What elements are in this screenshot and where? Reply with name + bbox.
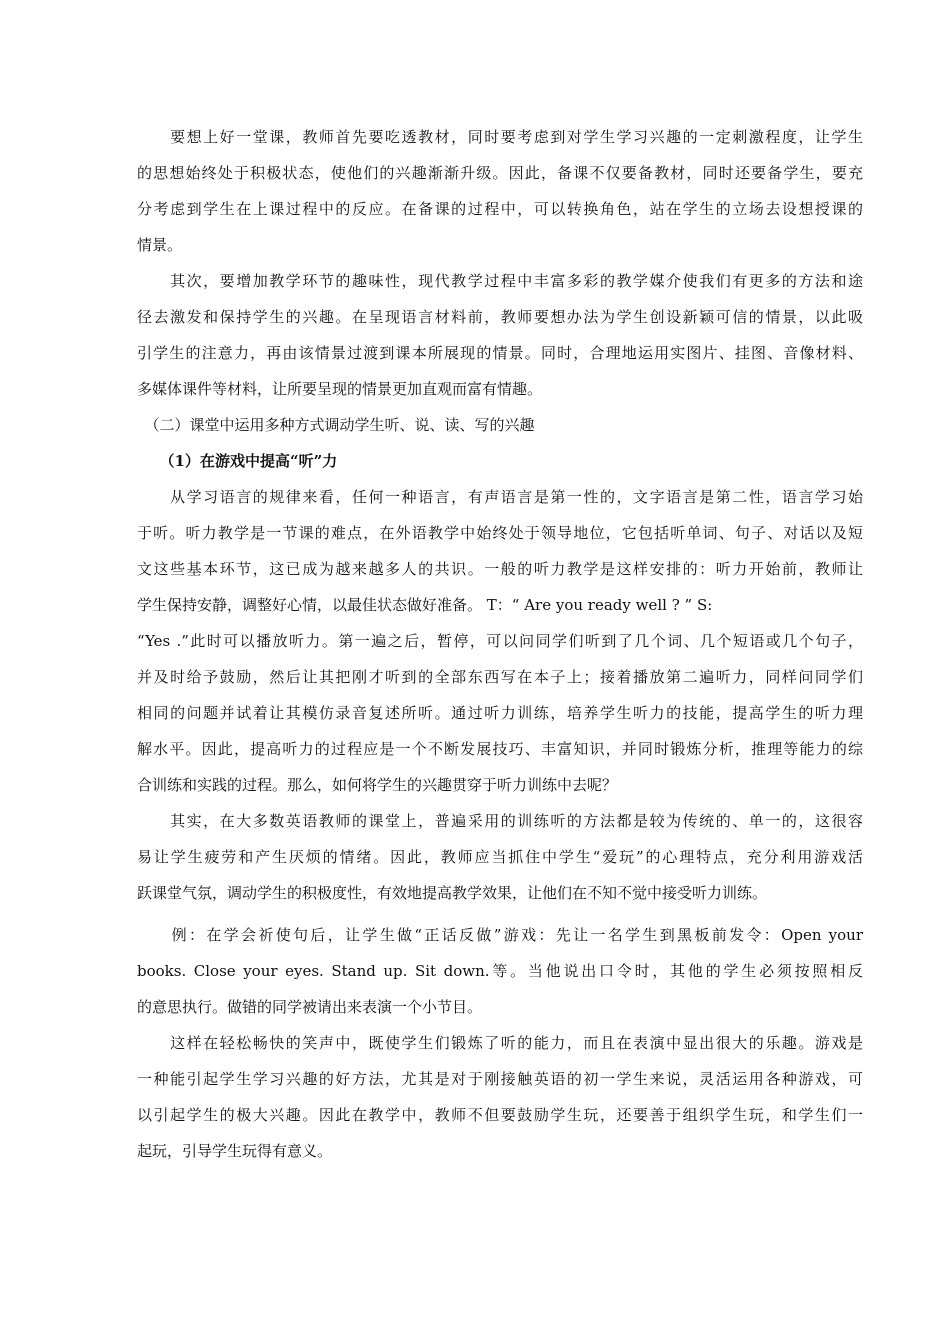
para4-line3: 跃课堂气氛，调动学生的积极度性，有效地提高教学效果，让他们在不知不觉中接受听力训练。 (137, 884, 768, 902)
para3-line8: 解水平。因此，提高听力的过程应是一个不断发展技巧、丰富知识，并同时锻炼分析，推理等能力的综 (137, 740, 863, 758)
para2-line4: 多媒体课件等材料，让所要呈现的情景更加直观而富有情趣。 (137, 380, 543, 398)
para1-line2: 的思想始终处于积极状态，使他们的兴趣渐渐升级。因此，备课不仅要备教材，同时还要备学生，要充 (137, 164, 863, 182)
para3-line2: 于听。听力教学是一节课的难点，在外语教学中始终处于领导地位，它包括听单词、句子、对话以及短 (137, 524, 863, 542)
para2-line2: 径去激发和保持学生的兴趣。在呈现语言材料前，教师要想办法为学生创设新颖可信的情景，以此吸 (137, 308, 863, 326)
para6-line2: 一种能引起学生学习兴趣的好方法，尤其是对于刚接触英语的初一学生来说，灵活运用各种游戏，可 (137, 1070, 863, 1088)
para6-line4: 起玩，引导学生玩得有意义。 (137, 1142, 333, 1160)
para5-line3: 的意思执行。做错的同学被请出来表演一个小节目。 (137, 998, 483, 1016)
subsection-heading: （1）在游戏中提高“听”力 (137, 452, 338, 470)
para3-line9: 合训练和实践的过程。那么，如何将学生的兴趣贯穿于听力训练中去呢？ (137, 776, 618, 794)
para1-line3: 分考虑到学生在上课过程中的反应。在备课的过程中，可以转换角色，站在学生的立场去设想授课的 (137, 200, 863, 218)
para6-line3: 以引起学生的极大兴趣。因此在教学中，教师不但要鼓励学生玩，还要善于组织学生玩，和学生们一 (137, 1106, 863, 1124)
section-heading: （二）课堂中运用多种方式调动学生听、说、读、写的兴趣 (137, 416, 535, 434)
para4-line1: 其实，在大多数英语教师的课堂上，普遍采用的训练听的方法都是较为传统的、单一的，这很容 (137, 812, 863, 830)
para1-line4: 情景。 (137, 236, 183, 254)
para4-line2: 易让学生疲劳和产生厌烦的情绪。因此，教师应当抓住中学生“爱玩”的心理特点，充分利用游戏活 (137, 848, 863, 866)
para3-line6: 并及时给予鼓励，然后让其把刚才听到的全部东西写在本子上；接着播放第二遍听力，同样问同学们 (137, 668, 863, 686)
para3-line7: 相同的问题并试着让其模仿录音复述所听。通过听力训练，培养学生听力的技能，提高学生的听力理 (137, 704, 863, 722)
para3-line3: 文这些基本环节，这已成为越来越多人的共识。一般的听力教学是这样安排的：听力开始前，教师让 (137, 560, 863, 578)
para5-line1: 例：在学会祈使句后，让学生做“正话反做”游戏：先让一名学生到黑板前发令：Open your (137, 926, 863, 944)
para3-line1: 从学习语言的规律来看，任何一种语言，有声语言是第一性的，文字语言是第二性，语言学习始 (137, 488, 863, 506)
para5-line2: books. Close your eyes. Stand up. Sit down.等。当他说出口令时，其他的学生必须按照相反 (137, 962, 863, 980)
para3-line5: “Yes .”此时可以播放听力。第一遍之后，暂停，可以问同学们听到了几个词、几个短语或几个句子， (137, 632, 863, 650)
para2-line3: 引学生的注意力，再由该情景过渡到课本所展现的情景。同时，合理地运用实图片、挂图、音像材料、 (137, 344, 863, 362)
para6-line1: 这样在轻松畅快的笑声中，既使学生们锻炼了听的能力，而且在表演中显出很大的乐趣。游戏是 (137, 1034, 863, 1052)
para1-line1: 要想上好一堂课，教师首先要吃透教材，同时要考虑到对学生学习兴趣的一定刺激程度，让学生 (137, 128, 863, 146)
para2-line1: 其次，要增加教学环节的趣味性，现代教学过程中丰富多彩的教学媒介使我们有更多的方法和途 (137, 272, 863, 290)
para3-line4: 学生保持安静，调整好心情，以最佳状态做好准备。 T：“ Are you ready well ? ” S: (137, 596, 713, 614)
